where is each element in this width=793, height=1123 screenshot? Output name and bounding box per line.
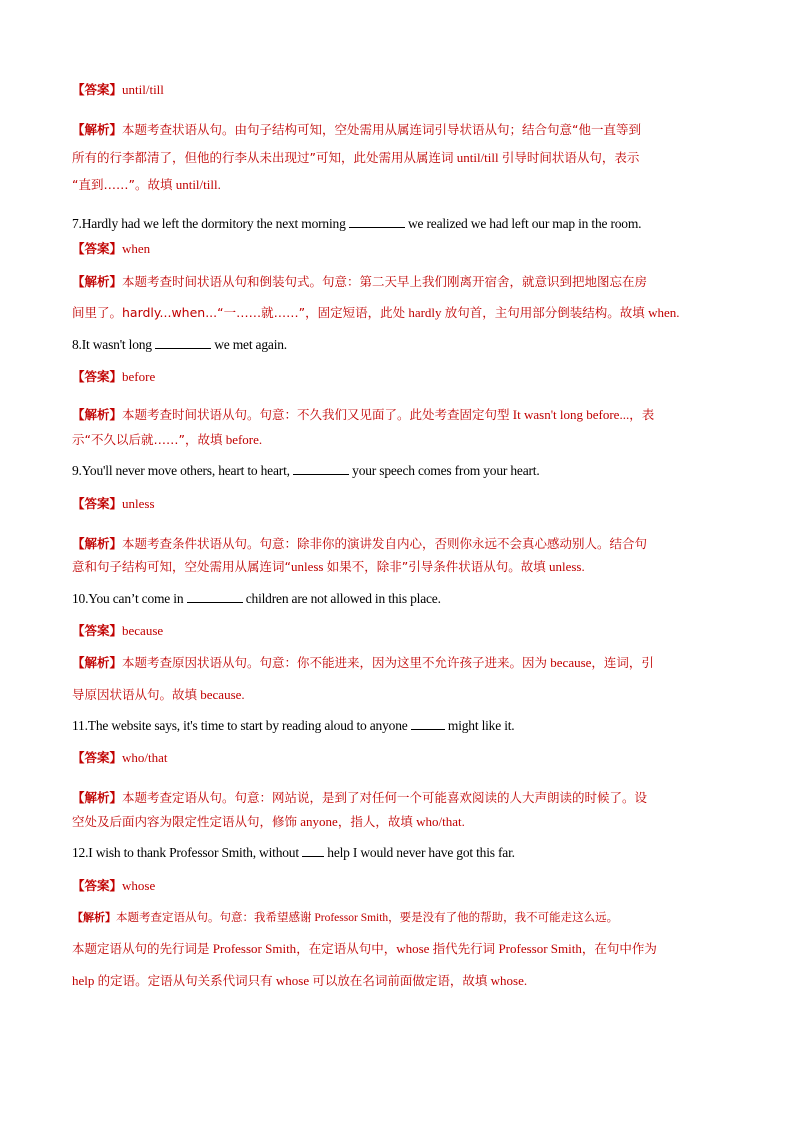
analysis-line xyxy=(72,559,585,575)
analysis-line xyxy=(72,274,647,290)
question-text: Hardly had we left the dormitory the next morning xyxy=(81,216,349,231)
answer-text: when xyxy=(122,241,151,256)
analysis-text: because. xyxy=(197,687,245,702)
question-number: 7. xyxy=(72,216,82,231)
analysis-text: 本题考查状语从句。由句子结构可知，空处需用从属连词引导状语从句；结合句意“他一直等到 xyxy=(122,122,641,137)
question-number: 8. xyxy=(72,337,82,352)
question-text: children are not allowed in this place. xyxy=(242,591,441,606)
question-7 xyxy=(72,216,641,232)
analysis-line xyxy=(72,973,527,989)
analysis-text: 本题考查时间状语从句和倒装句式。句意：第二天早上我们刚离开宿舍，就意识到把地图忘在房 xyxy=(122,274,648,289)
analysis-text: 本题考查定语从句。句意：我希望感谢 xyxy=(116,910,312,924)
question-text: might like it. xyxy=(444,718,515,733)
question-text: we met again. xyxy=(211,337,287,352)
analysis-line xyxy=(72,122,641,138)
analysis-text: before. xyxy=(222,432,263,447)
analysis-text: whose xyxy=(272,973,313,988)
analysis-text: when. xyxy=(644,305,680,320)
analysis-text: until/till xyxy=(453,150,502,165)
analysis-text: 指代先行词 xyxy=(432,941,496,956)
analysis-text: 所有的行李都清了，但他的行李从未出现过”可知，此处需用从属连词 xyxy=(72,150,454,165)
analysis-label: 【解析】 xyxy=(72,274,123,289)
answer-text: unless xyxy=(122,496,155,511)
answer-label: 【答案】 xyxy=(72,496,123,511)
analysis-line xyxy=(72,814,465,830)
analysis-line xyxy=(72,536,647,552)
analysis-text: 空处及后面内容为限定性定语从句，修饰 xyxy=(72,814,298,829)
analysis-line xyxy=(72,305,679,321)
analysis-label: 【解析】 xyxy=(72,536,123,551)
answer-label: 【答案】 xyxy=(72,369,123,384)
answer-text: who/that xyxy=(122,750,168,765)
answer-label: 【答案】 xyxy=(72,241,123,256)
analysis-text: ，连词，引 xyxy=(591,655,654,670)
analysis-text: hardly xyxy=(405,305,445,320)
analysis-label: 【解析】 xyxy=(72,790,123,805)
analysis-text: 导原因状语从句。故填 xyxy=(72,687,198,702)
question-11 xyxy=(72,718,514,734)
question-text: I wish to thank Professor Smith, without xyxy=(88,845,303,860)
answer-blank xyxy=(293,463,349,475)
answer-text: before xyxy=(122,369,156,384)
question-12 xyxy=(72,845,515,861)
answer-line xyxy=(72,369,155,385)
answer-label: 【答案】 xyxy=(72,623,123,638)
analysis-line xyxy=(72,177,221,193)
analysis-text: Professor Smith xyxy=(311,912,389,924)
answer-blank xyxy=(349,216,405,228)
analysis-line xyxy=(72,687,245,703)
answer-label: 【答案】 xyxy=(72,82,123,97)
answer-line xyxy=(72,496,155,512)
question-number: 10. xyxy=(72,591,89,606)
analysis-label: 【解析】 xyxy=(72,655,123,670)
question-text: You'll never move others, heart to heart, xyxy=(81,463,293,478)
analysis-text: 放句首，主句用部分倒装结构。故填 xyxy=(444,305,645,320)
answer-text: whose xyxy=(122,878,156,893)
analysis-text: “直到……”。故填 xyxy=(72,177,173,192)
analysis-text: ，表 xyxy=(629,407,655,422)
analysis-line xyxy=(72,909,618,926)
analysis-text: who/that. xyxy=(412,814,465,829)
analysis-line xyxy=(72,407,654,423)
analysis-text: because xyxy=(547,655,592,670)
analysis-line xyxy=(72,941,657,957)
analysis-text: ，要是没有了他的帮助，我不可能走这么远。 xyxy=(388,910,619,924)
answer-blank xyxy=(155,337,211,349)
question-8 xyxy=(72,337,287,353)
analysis-text: ，在句中作为 xyxy=(581,941,657,956)
analysis-text: Professor Smith xyxy=(209,941,297,956)
question-10 xyxy=(72,591,441,607)
analysis-text: 本题考查原因状语从句。句意：你不能进来，因为这里不允许孩子进来。因为 xyxy=(122,655,548,670)
analysis-line xyxy=(72,432,262,448)
answer-line xyxy=(72,82,164,98)
analysis-text: 引导时间状语从句，表示 xyxy=(501,150,640,165)
question-number: 9. xyxy=(72,463,82,478)
analysis-text: 本题考查时间状语从句。句意：不久我们又见面了。此处考查固定句型 xyxy=(122,407,510,422)
analysis-text: It wasn't long before... xyxy=(509,407,630,422)
analysis-text: 如果不，除非”引导条件状语从句。故填 xyxy=(326,559,546,574)
analysis-text: 的定语。定语从句关系代词只有 xyxy=(97,973,273,988)
question-text: The website says, it's time to start by reading aloud to anyone xyxy=(87,718,411,733)
question-text: we realized we had left our map in the room. xyxy=(404,216,642,231)
analysis-text: 本题考查定语从句。句意：网站说，是到了对任何一个可能喜欢阅读的人大声朗读的时候了。设 xyxy=(122,790,648,805)
analysis-text: 本题考查条件状语从句。句意：除非你的演讲发自内心，否则你永远不会真心感动别人。结合句 xyxy=(122,536,648,551)
analysis-line xyxy=(72,655,654,671)
analysis-text: whose xyxy=(396,941,433,956)
answer-blank xyxy=(411,718,445,730)
analysis-text: 可以放在名词前面做定语，故填 xyxy=(312,973,488,988)
analysis-text: 间里了。hardly...when...“一……就……”，固定短语，此处 xyxy=(72,305,406,320)
question-text: It wasn't long xyxy=(81,337,156,352)
question-text: You can’t come in xyxy=(88,591,187,606)
analysis-text: 本题定语从句的先行词是 xyxy=(72,941,210,956)
analysis-label: 【解析】 xyxy=(72,407,123,422)
analysis-text: anyone xyxy=(297,814,338,829)
analysis-text: help xyxy=(72,973,98,988)
analysis-text: ，指人，故填 xyxy=(337,814,413,829)
analysis-text: unless xyxy=(290,559,327,574)
answer-line xyxy=(72,623,163,639)
analysis-text: 意和句子结构可知，空处需用从属连词“ xyxy=(72,559,291,574)
question-number: 12. xyxy=(72,845,89,860)
analysis-text: unless. xyxy=(545,559,585,574)
answer-text: because xyxy=(122,623,164,638)
answer-text: until/till xyxy=(122,82,164,97)
analysis-label: 【解析】 xyxy=(72,911,116,924)
question-text: help I would never have got this far. xyxy=(324,845,515,860)
question-9 xyxy=(72,463,540,479)
analysis-text: 示“不久以后就……”，故填 xyxy=(72,432,223,447)
analysis-label: 【解析】 xyxy=(72,122,123,137)
answer-blank xyxy=(302,845,324,857)
answer-line xyxy=(72,878,155,894)
question-text: your speech comes from your heart. xyxy=(348,463,540,478)
answer-label: 【答案】 xyxy=(72,878,123,893)
analysis-text: Professor Smith xyxy=(495,941,582,956)
analysis-text: until/till. xyxy=(172,177,221,192)
analysis-line xyxy=(72,150,639,166)
answer-line xyxy=(72,750,168,766)
analysis-line xyxy=(72,790,647,806)
analysis-text: ，在定语从句中， xyxy=(296,941,397,956)
analysis-text: whose. xyxy=(487,973,528,988)
question-number: 11. xyxy=(72,718,88,733)
answer-label: 【答案】 xyxy=(72,750,123,765)
answer-line xyxy=(72,241,150,257)
answer-blank xyxy=(187,591,243,603)
